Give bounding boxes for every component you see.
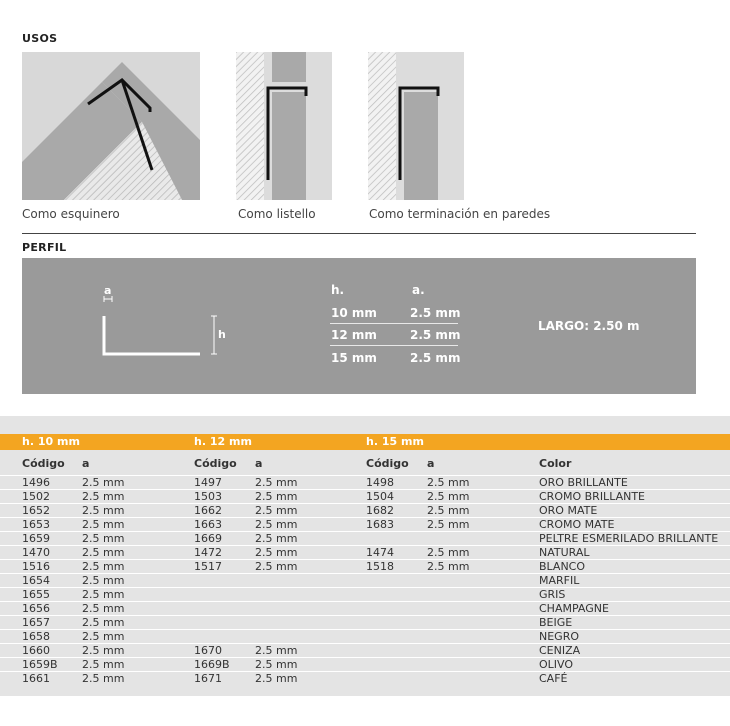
code-h10: 1653 [22,518,50,531]
code-h10: 1502 [22,490,50,503]
perfil-title: PERFIL [22,241,67,254]
thickness-h12: 2.5 mm [255,504,298,517]
height-group-band [0,434,730,450]
table-row [0,615,730,630]
code-h15: 1504 [366,490,394,503]
thickness-h15: 2.5 mm [427,518,470,531]
code-h12: 1662 [194,504,222,517]
thickness-h10: 2.5 mm [82,532,125,545]
color-name: GRIS [539,588,566,601]
table-row [0,657,730,672]
corner-use-illustration [22,52,200,200]
thickness-h10: 2.5 mm [82,602,125,615]
code-h15: 1498 [366,476,394,489]
group-h15: h. 15 mm [366,435,424,448]
code-h12: 1472 [194,546,222,559]
thickness-h12: 2.5 mm [255,644,298,657]
thickness-h12: 2.5 mm [255,672,298,685]
code-h15: 1682 [366,504,394,517]
code-h10: 1496 [22,476,50,489]
color-name: CROMO BRILLANTE [539,490,645,503]
code-h10: 1658 [22,630,50,643]
thickness-h12: 2.5 mm [255,532,298,545]
col-a-h15: a [427,457,435,470]
dim-h-label: h [218,328,226,341]
color-name: ORO BRILLANTE [539,476,628,489]
thickness-h10: 2.5 mm [82,476,125,489]
listello-use-illustration [236,52,332,200]
dim-a-label: a [104,284,112,297]
col-codigo-h12: Código [194,457,237,470]
thickness-h10: 2.5 mm [82,504,125,517]
thickness-h10: 2.5 mm [82,588,125,601]
thickness-h15: 2.5 mm [427,490,470,503]
thickness-h10: 2.5 mm [82,560,125,573]
perfil-row-a: 2.5 mm [410,351,461,365]
code-h10: 1661 [22,672,50,685]
table-row [0,489,730,504]
thickness-h12: 2.5 mm [255,546,298,559]
caption-terminacion: Como terminación en paredes [369,207,551,221]
code-h10: 1656 [22,602,50,615]
col-codigo-h10: Código [22,457,65,470]
thickness-h10: 2.5 mm [82,518,125,531]
thickness-h15: 2.5 mm [427,504,470,517]
code-h12: 1497 [194,476,222,489]
col-a-h12: a [255,457,263,470]
table-row [0,517,730,532]
thickness-h10: 2.5 mm [82,644,125,657]
table-row [0,629,730,644]
code-h12: 1517 [194,560,222,573]
color-name: NATURAL [539,546,590,559]
code-h12: 1671 [194,672,222,685]
table-row [0,671,730,686]
usos-title: USOS [22,32,58,45]
code-h12: 1663 [194,518,222,531]
table-row [0,587,730,602]
table-row [0,601,730,616]
color-name: CHAMPAGNE [539,602,609,615]
profile-diagram [92,278,252,398]
table-row [0,531,730,546]
table-row [0,573,730,588]
color-name: CAFÉ [539,672,568,685]
code-h12: 1669B [194,658,230,671]
table-row [0,475,730,490]
color-name: BEIGE [539,616,573,629]
code-h12: 1670 [194,644,222,657]
code-h10: 1516 [22,560,50,573]
group-h10: h. 10 mm [22,435,80,448]
perfil-row-divider [330,345,458,346]
thickness-h10: 2.5 mm [82,630,125,643]
table-row [0,559,730,574]
thickness-h12: 2.5 mm [255,490,298,503]
code-h10: 1657 [22,616,50,629]
caption-listello: Como listello [238,207,316,221]
code-h10: 1470 [22,546,50,559]
color-name: CROMO MATE [539,518,615,531]
code-h15: 1518 [366,560,394,573]
thickness-h12: 2.5 mm [255,560,298,573]
perfil-row-h: 15 mm [331,351,377,365]
code-h10: 1659B [22,658,58,671]
thickness-h10: 2.5 mm [82,658,125,671]
code-h10: 1659 [22,532,50,545]
code-h10: 1652 [22,504,50,517]
profile-panel [22,258,696,394]
perfil-h-header: h. [331,283,345,297]
color-name: MARFIL [539,574,580,587]
thickness-h10: 2.5 mm [82,490,125,503]
thickness-h15: 2.5 mm [427,476,470,489]
color-name: ORO MATE [539,504,598,517]
group-h12: h. 12 mm [194,435,252,448]
col-a-h10: a [82,457,90,470]
thickness-h12: 2.5 mm [255,476,298,489]
perfil-row-divider [330,323,458,324]
col-codigo-h15: Código [366,457,409,470]
product-table [0,416,730,696]
color-name: PELTRE ESMERILADO BRILLANTE [539,532,719,545]
code-h15: 1474 [366,546,394,559]
table-row [0,503,730,518]
thickness-h15: 2.5 mm [427,546,470,559]
code-h10: 1655 [22,588,50,601]
thickness-h15: 2.5 mm [427,560,470,573]
color-name: CENIZA [539,644,581,657]
table-row [0,643,730,658]
thickness-h10: 2.5 mm [82,672,125,685]
thickness-h10: 2.5 mm [82,574,125,587]
thickness-h10: 2.5 mm [82,616,125,629]
color-name: BLANCO [539,560,586,573]
perfil-row-a: 2.5 mm [410,306,461,320]
perfil-row-h: 12 mm [331,328,377,342]
color-name: NEGRO [539,630,580,643]
code-h15: 1683 [366,518,394,531]
wall-termination-illustration [368,52,464,200]
thickness-h10: 2.5 mm [82,546,125,559]
code-h12: 1669 [194,532,222,545]
perfil-row-a: 2.5 mm [410,328,461,342]
color-name: OLIVO [539,658,574,671]
thickness-h12: 2.5 mm [255,658,298,671]
code-h10: 1654 [22,574,50,587]
section-divider [22,233,696,234]
col-color: Color [539,457,572,470]
perfil-row-h: 10 mm [331,306,377,320]
caption-esquinero: Como esquinero [22,207,120,221]
largo-label: LARGO: 2.50 m [538,319,640,333]
table-row [0,545,730,560]
perfil-a-header: a. [412,283,425,297]
thickness-h12: 2.5 mm [255,518,298,531]
code-h10: 1660 [22,644,50,657]
code-h12: 1503 [194,490,222,503]
